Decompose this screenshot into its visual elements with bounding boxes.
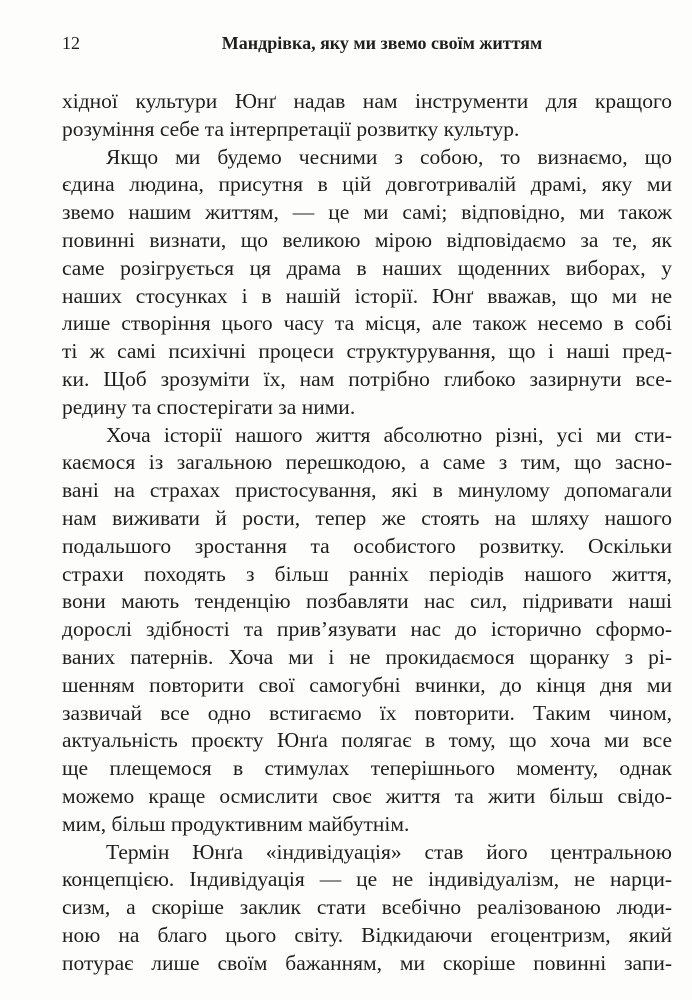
text-line: Хоча історії нашого життя абсолютно різні, усі ми сти- [106, 422, 672, 447]
body-text [62, 88, 672, 978]
text-line: шенням повторити свої самогубні вчинки, до кінця дня ми [62, 672, 672, 697]
text-line: потурає лише своїм бажанням, ми скоріше повинні запи- [62, 950, 672, 975]
text-line: звемо нашим життям, — це ми самі; відповідно, ми також [62, 200, 672, 225]
text-line: Термін Юнґа «індивідуація» став його центральною [106, 839, 672, 864]
text-line: мим, більш продуктивним майбутнім. [62, 811, 410, 836]
text-line: ті ж самі психічні процеси структурування, що і наші пред- [62, 339, 672, 364]
text-line: концепцією. Індивідуація — це не індивідуалізм, не нарци- [62, 867, 672, 892]
text-line: лише створіння цього часу та місця, але також несемо в собі [62, 311, 672, 336]
text-line: сизм, а скоріше заклик стати всебічно реалізованою люди- [62, 895, 672, 920]
text-line: можемо краще осмислити своє життя та жити більш свідо- [62, 783, 672, 808]
text-line: повинні визнати, що великою мірою відповідаємо за те, як [62, 227, 672, 252]
text-line: актуальність проєкту Юнґа полягає в тому, що хоча ми все [62, 728, 672, 753]
paragraph [62, 839, 672, 978]
running-title: Мандрівка, яку ми звемо своїм життям [221, 33, 543, 53]
text-line: наших стосунках і в нашій історії. Юнґ вважав, що ми не [62, 283, 672, 308]
text-line: ще плещемося в стимулах теперішнього моменту, однак [62, 756, 672, 781]
text-line: вони мають тенденцію позбавляти нас сил, підривати наші [62, 589, 672, 614]
paragraph [62, 422, 672, 839]
text-line: зазвичай все одно встигаємо їх повторити. Таким чином, [62, 700, 672, 725]
paragraph [62, 144, 672, 422]
text-line: страхи походять з більш ранніх періодів нашого життя, [62, 561, 672, 586]
text-line: хідної культури Юнґ надав нам інструменти для кращого [62, 89, 672, 113]
paragraph [62, 88, 672, 144]
text-line: ною на благо цього світу. Відкидаючи егоцентризм, який [62, 922, 672, 947]
text-line: ваних патернів. Хоча ми і не прокидаємося щоранку з рі- [62, 644, 672, 669]
page-header [62, 33, 672, 57]
text-line: єдина людина, присутня в цій довготривалій драмі, яку ми [62, 172, 672, 197]
text-line: нам виживати й рости, тепер же стоять на шляху нашого [62, 505, 672, 530]
text-line: саме розігрується ця драма в наших щоденних виборах, у [62, 255, 672, 280]
text-line: вані на страхах пристосування, які в минулому допомагали [62, 478, 672, 503]
page-number: 12 [62, 33, 80, 53]
text-line: ки. Щоб зрозуміти їх, нам потрібно глибоко зазирнути все- [62, 366, 672, 391]
text-line: каємося із загальною перешкодою, а саме з тим, що засно- [62, 450, 672, 475]
text-line: редину та спостерігати за ними. [62, 394, 356, 419]
text-line: Якщо ми будемо чесними з собою, то визнаємо, що [106, 144, 672, 169]
text-line: подальшого зростання та особистого розвитку. Оскільки [62, 533, 672, 558]
text-line: дорослі здібності та прив’язувати нас до історично сформо- [62, 617, 672, 642]
text-line: розуміння себе та інтерпретації розвитку культур. [62, 116, 520, 141]
